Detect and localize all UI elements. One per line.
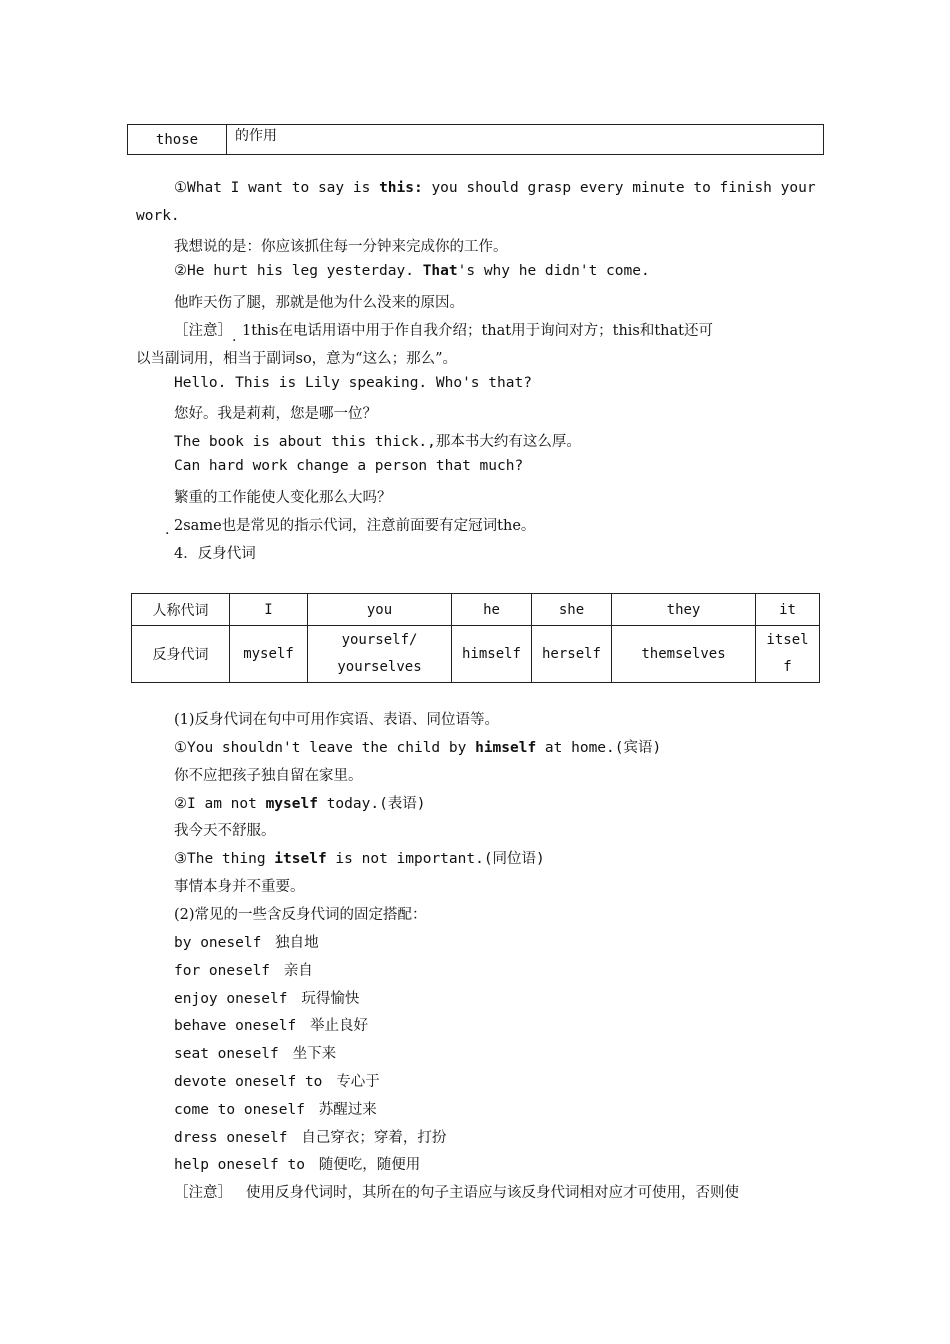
pron-cell-line: yourself/ — [341, 632, 418, 648]
pron-table-cell: herself — [532, 626, 612, 683]
list-item: behave oneself 举止良好 — [174, 1018, 369, 1035]
reflexive-example-3: ③The thing itself is not important.(同位语) — [174, 851, 545, 867]
reflexive-example-1: ①You shouldn't leave the child by himself at home.(宾语) — [174, 740, 662, 756]
example-2-line: ②He hurt his leg yesterday. That's why he didn't come. — [174, 263, 650, 279]
emphasis-dot: . — [232, 329, 237, 345]
list-item: dress oneself 自己穿衣；穿着，打扮 — [174, 1129, 447, 1146]
note-1-text: this在电话用语中用于作自我介绍；that用于询问对方；this和that还可 — [251, 323, 713, 339]
pron-table-cell: it — [756, 594, 820, 626]
list-item: for oneself 亲自 — [174, 962, 313, 979]
line-hardwork-cn: 繁重的工作能使人变化那么大吗？ — [174, 490, 392, 506]
reflexive-example-2-cn: 我今天不舒服。 — [174, 823, 276, 839]
pron-cell-line: itsel — [766, 632, 809, 648]
pron-cell-line: yourselves — [337, 659, 422, 675]
pron-cell-line: f — [783, 659, 792, 675]
pron-table-row-label: 反身代词 — [132, 626, 230, 683]
line-hardwork: Can hard work change a person that much? — [174, 458, 524, 474]
pron-table-cell: they — [612, 594, 756, 626]
top-table-col2: 的作用 — [227, 125, 824, 155]
example-1-cont: work. — [136, 208, 180, 224]
reflexive-example-1-cn: 你不应把孩子独自留在家里。 — [174, 768, 363, 784]
note-3 — [174, 1181, 739, 1202]
line-hello-cn: 您好。我是莉莉，您是哪一位？ — [174, 406, 377, 422]
note-label: ［注意］ — [174, 323, 232, 339]
list-item: help oneself to 随便吃，随便用 — [174, 1157, 421, 1174]
pron-table-cell: myself — [230, 626, 308, 683]
list-item: seat oneself 坐下来 — [174, 1046, 337, 1063]
pron-table-cell: themselves — [612, 626, 756, 683]
phrase-list — [174, 931, 446, 1181]
top-table-col1: those — [128, 125, 227, 155]
note-1-cont: 以当副词用，相当于副词so，意为“这么；那么”。 — [136, 351, 457, 367]
pron-table-cell: himself — [452, 626, 532, 683]
pron-table-cell: you — [308, 594, 452, 626]
list-item: enjoy oneself 玩得愉快 — [174, 990, 360, 1007]
note-number: 2 — [174, 518, 184, 534]
paragraph-1: (1)反身代词在句中可用作宾语、表语、同位语等。 — [174, 712, 500, 728]
top-table — [127, 124, 824, 155]
pron-table-header-label: 人称代词 — [132, 594, 230, 626]
section-heading: 4．反身代词 — [174, 546, 256, 562]
paragraph-2: (2)常见的一些含反身代词的固定搭配： — [174, 907, 427, 923]
pron-table-cell — [756, 626, 820, 683]
pronoun-table — [131, 593, 820, 683]
example-1-text: ①What I want to say is this: you should grasp every minute to finish your — [174, 180, 816, 196]
note-3-text: 使用反身代词时，其所在的句子主语应与该反身代词相对应才可使用，否则使 — [246, 1185, 739, 1201]
list-item: devote oneself to 专心于 — [174, 1073, 380, 1090]
pron-table-cell: she — [532, 594, 612, 626]
reflexive-example-2: ②I am not myself today.(表语) — [174, 796, 426, 812]
pron-table-cell: he — [452, 594, 532, 626]
example-1-line — [174, 180, 819, 196]
line-book: The book is about this thick.,那本书大约有这么厚。 — [174, 434, 581, 450]
emphasis-dot: . — [165, 522, 170, 538]
line-hello: Hello. This is Lily speaking. Who's that? — [174, 375, 532, 391]
note-2 — [174, 514, 535, 535]
pron-table-cell: I — [230, 594, 308, 626]
note-label: ［注意］ — [174, 1185, 232, 1201]
example-1-translation: 我想说的是：你应该抓住每一分钟来完成你的工作。 — [174, 239, 508, 255]
pron-table-cell — [308, 626, 452, 683]
example-2-translation: 他昨天伤了腿，那就是他为什么没来的原因。 — [174, 295, 464, 311]
list-item: come to oneself 苏醒过来 — [174, 1101, 377, 1118]
reflexive-example-3-cn: 事情本身并不重要。 — [174, 879, 305, 895]
note-2-text: same也是常见的指示代词，注意前面要有定冠词the。 — [183, 518, 536, 534]
note-1 — [174, 319, 713, 340]
list-item: by oneself 独自地 — [174, 935, 319, 951]
note-number: 1 — [242, 323, 252, 339]
